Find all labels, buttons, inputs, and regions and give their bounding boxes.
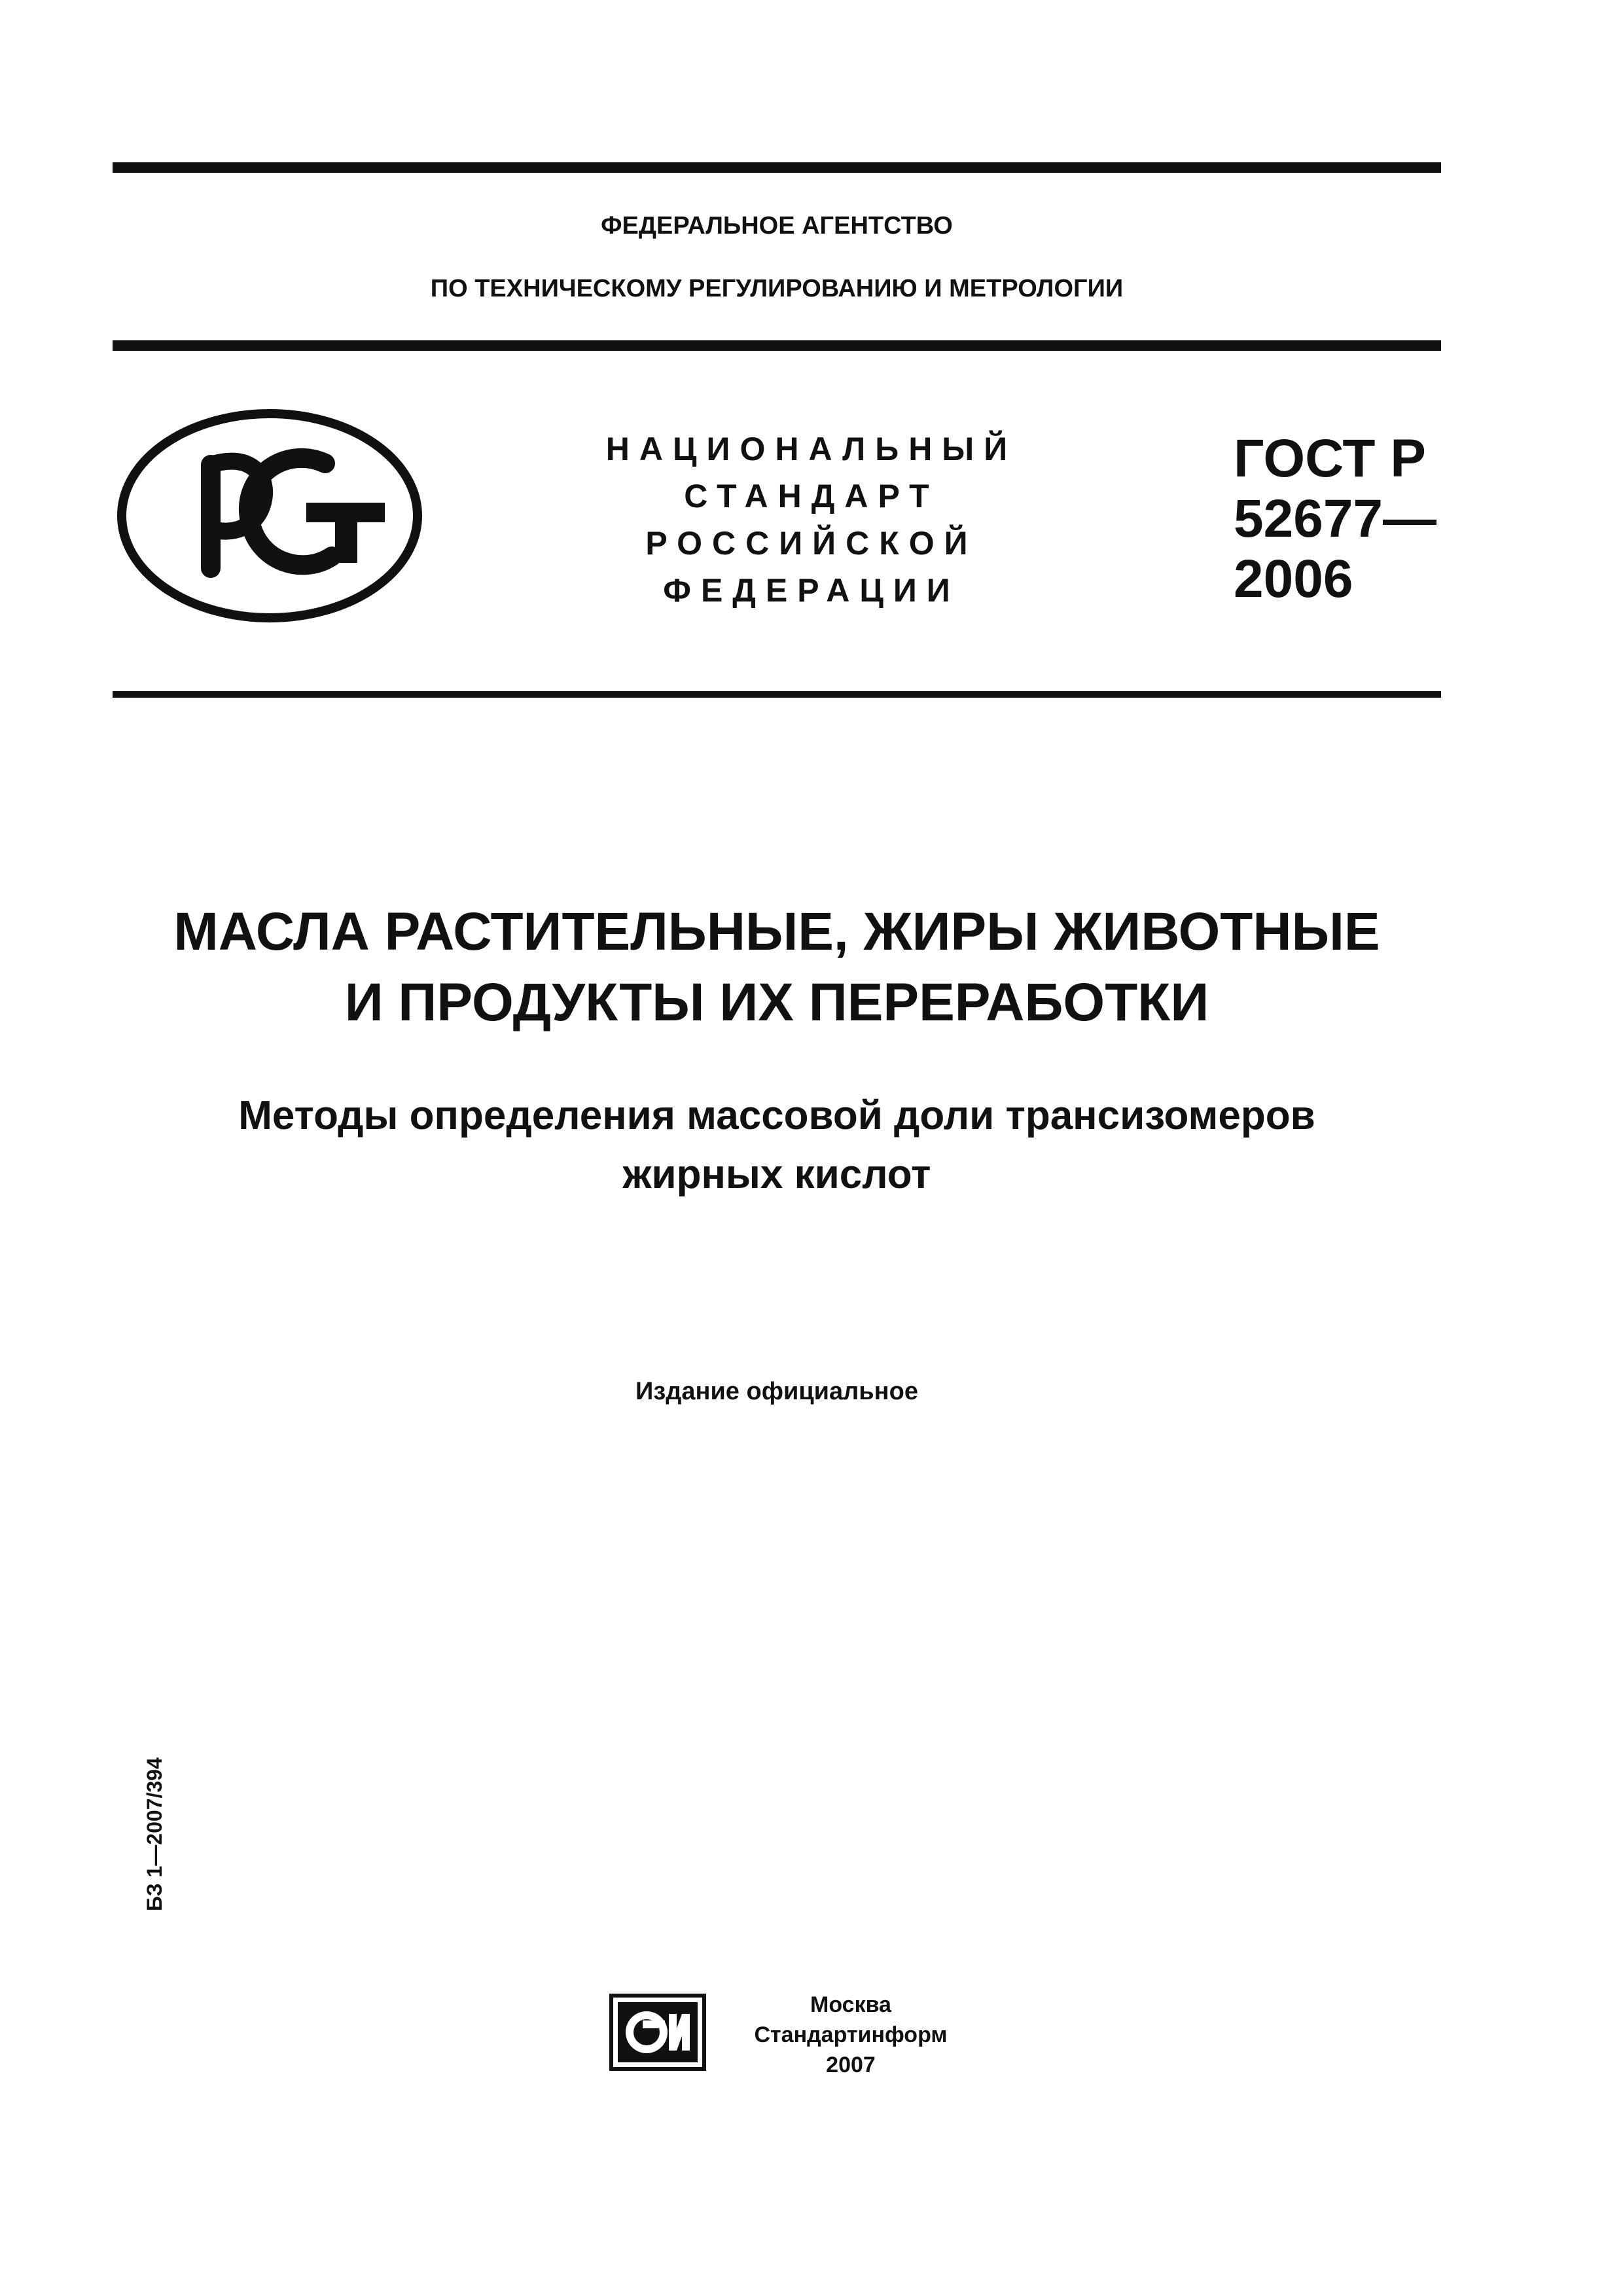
side-registration-code: БЗ 1—2007/394 [143,1757,166,1911]
publisher-block [733,1990,969,2080]
rst-certification-mark-icon [113,404,427,627]
standard-designation [1234,429,1436,609]
document-title [113,897,1441,1038]
designation-line-3: 2006 [1234,549,1353,609]
title-line-1: МАСЛА РАСТИТЕЛЬНЫЕ, ЖИРЫ ЖИВОТНЫЕ [173,902,1380,961]
header-bottom-rule [113,340,1441,351]
mid-rule [113,691,1441,698]
national-standard-line-3: РОССИЙСКОЙ [645,525,978,562]
publisher-logo [609,1993,707,2072]
designation-line-1: ГОСТ Р [1234,429,1426,488]
standartinform-logo-icon [609,1993,707,2072]
designation-line-2: 52677— [1234,489,1437,548]
title-line-2: И ПРОДУКТЫ ИХ ПЕРЕРАБОТКИ [344,973,1209,1032]
subtitle-line-2: жирных кислот [622,1152,931,1197]
top-rule [113,162,1441,173]
national-standard-block [576,425,1047,614]
document-subtitle [113,1086,1441,1204]
agency-line-2: ПО ТЕХНИЧЕСКОМУ РЕГУЛИРОВАНИЮ И МЕТРОЛОГИИ [430,275,1124,302]
publisher-city: Москва [810,1992,891,2017]
publisher-name: Стандартинформ [754,2022,948,2047]
national-standard-line-4: ФЕДЕРАЦИИ [663,572,960,609]
publisher-year: 2007 [826,2053,876,2077]
edition-label: Издание официальное [635,1378,918,1405]
rst-logo [113,404,427,627]
agency-line-1: ФЕДЕРАЛЬНОЕ АГЕНТСТВО [601,212,953,240]
national-standard-line-2: СТАНДАРТ [684,478,939,514]
subtitle-line-1: Методы определения массовой доли трансизомеров [238,1093,1315,1138]
national-standard-line-1: НАЦИОНАЛЬНЫЙ [605,431,1018,467]
